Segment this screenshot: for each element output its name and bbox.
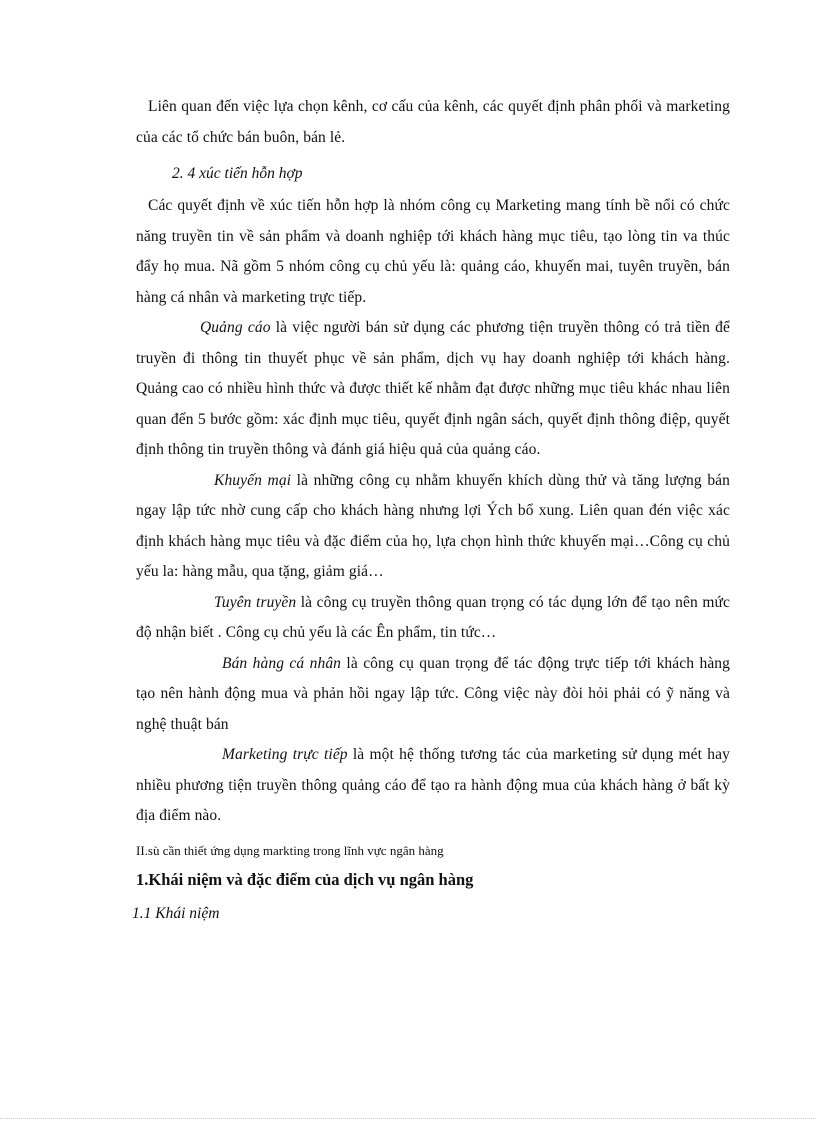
public-relations-text: là công cụ truyền thông quan trọng có tác dụng lớn để tạo nên mức độ nhận biết . Công cụ chủ yếu là các Ên phẩm, tin tức… <box>136 593 731 641</box>
heading-bank-service-concept: 1.Khái niệm và đặc điểm của dịch vụ ngân hàng <box>136 869 474 889</box>
heading-concept: 1.1 Khái niệm <box>132 904 220 922</box>
direct-marketing-text: là một hệ thống tương tác của marketing sử dụng mét hay nhiều phương tiện truyền thông quảng cáo để tạo ra hành động mua của khách hàng ở bất kỳ địa điểm nào. <box>136 746 730 824</box>
paragraph-advertising <box>136 313 730 466</box>
paragraph-direct-marketing <box>136 740 730 832</box>
page-bottom-rule <box>0 1118 816 1119</box>
paragraph-distribution: Liên quan đến việc lựa chọn kênh, cơ cấu của kênh, các quyết định phân phối và marketing của các tổ chức bán buôn, bán lẻ. <box>136 98 730 146</box>
sales-promotion-text: là những công cụ nhằm khuyến khích dùng thử và tăng lượng bán ngay lập tức nhờ cung cấp cho khách hàng nhưng lợi Ých bổ xung. Liên quan đén việc xác định khách hàng mục tiêu và đặc điểm của họ, lựa chọn hình thức khuyến mại…Công cụ chủ yếu la: hàng mẫu, qua tặng, giảm giá… <box>136 471 730 580</box>
paragraph-sales-promotion <box>136 466 730 588</box>
paragraph-promotion-mix: Các quyết định về xúc tiến hỗn hợp là nhóm công cụ Marketing mang tính bề nổi có chức năng truyền tin về sản phẩm và doanh nghiệp tới khách hàng mục tiêu, tạo lòng tin va thúc đẩy họ mua. Nã gồm 5 nhóm công cụ chủ yếu là: quảng cáo, khuyến mai, tuyên truyền, bán hàng cá nhân và marketing trực tiếp. <box>136 197 730 306</box>
term-advertising: Quảng cáo <box>200 319 271 336</box>
term-sales-promotion: Khuyến mại <box>214 471 292 489</box>
term-personal-selling: Bán hàng cá nhân <box>222 654 342 672</box>
paragraph-public-relations <box>136 588 730 649</box>
paragraph-personal-selling <box>136 649 730 741</box>
term-public-relations: Tuyên truyền <box>214 593 297 611</box>
advertising-text: là việc người bán sử dụng các phương tiện truyền thông có trả tiền để truyền đi thông tin thuyết phục về sản phẩm, dịch vụ hay doanh nghiệp tới khách hàng. Quảng cao có nhiều hình thức và được thiết kế nhằm đạt được những mục tiêu khác nhau liên quan đến 5 bước gồm: xác định mục tiêu, quyết định ngân sách, quyết định thông điệp, quyết định thông tin truyền thông và đánh giá hiệu quả của quảng cáo. <box>136 319 730 458</box>
term-direct-marketing: Marketing trực tiếp <box>222 746 348 763</box>
section-heading-ii: II.sù cần thiết ứng dụng markting trong lĩnh vực ngân hàng <box>136 842 444 858</box>
document-page <box>132 92 731 928</box>
heading-promotion-mix: 2. 4 xúc tiến hỗn hợp <box>172 165 303 182</box>
personal-selling-text: là công cụ quan trọng để tác động trực tiếp tới khách hàng tạo nên hành động mua và phản hồi ngay lập tức. Công việc này đòi hỏi phải có ỹ năng và nghệ thuật bán <box>136 654 731 733</box>
